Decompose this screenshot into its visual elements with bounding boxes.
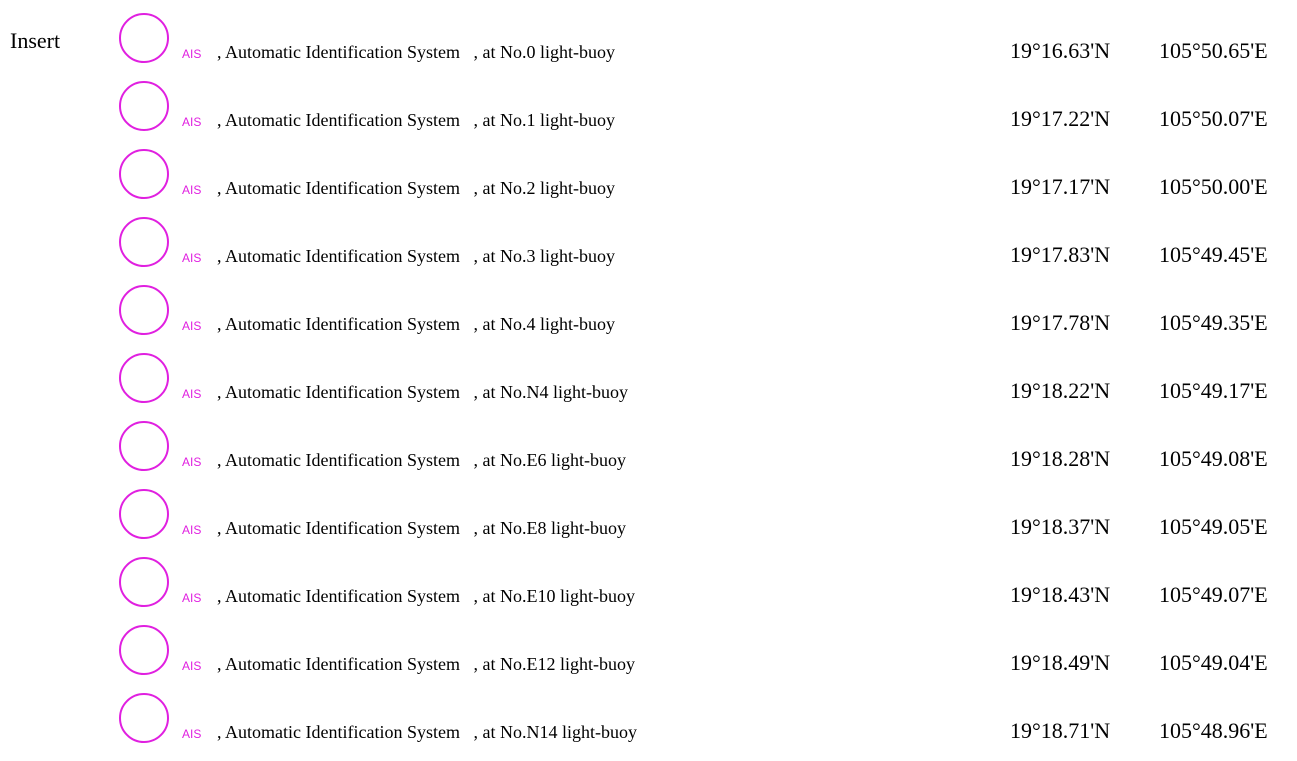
entry-description: [217, 449, 626, 471]
ais-symbol-label: AIS: [182, 183, 202, 197]
magenta-circle-icon: [119, 149, 169, 199]
latitude: 19°18.49'N: [1010, 650, 1111, 675]
magenta-circle-icon: [119, 13, 169, 63]
ais-symbol-label: AIS: [182, 115, 202, 129]
latitude: 19°17.17'N: [1010, 174, 1111, 199]
entry-prefix: , Automatic Identification System: [217, 110, 460, 130]
list-item: [0, 557, 1297, 625]
entry-prefix: , Automatic Identification System: [217, 314, 460, 334]
ais-symbol-label: AIS: [182, 319, 202, 333]
latitude: 19°18.71'N: [1010, 718, 1111, 743]
entry-location: , at No.N14 light-buoy: [473, 722, 637, 742]
entry-location: , at No.E8 light-buoy: [473, 518, 626, 538]
entry-description: [217, 381, 628, 403]
longitude: 105°49.05'E: [1159, 514, 1268, 539]
magenta-circle-icon: [119, 421, 169, 471]
magenta-circle-icon: [119, 285, 169, 335]
entry-description: [217, 585, 635, 607]
longitude: 105°49.08'E: [1159, 446, 1268, 471]
entry-description: [217, 245, 615, 267]
magenta-circle-icon: [119, 625, 169, 675]
entry-prefix: , Automatic Identification System: [217, 586, 460, 606]
magenta-circle-icon: [119, 693, 169, 743]
latitude: 19°17.83'N: [1010, 242, 1111, 267]
entry-description: [217, 721, 637, 743]
entry-description: [217, 177, 615, 199]
latitude: 19°18.22'N: [1010, 378, 1111, 403]
entry-location: , at No.E6 light-buoy: [473, 450, 626, 470]
entry-prefix: , Automatic Identification System: [217, 178, 460, 198]
entry-location: , at No.E12 light-buoy: [473, 654, 635, 674]
latitude: 19°18.37'N: [1010, 514, 1111, 539]
latitude: 19°18.28'N: [1010, 446, 1111, 471]
list-item: [0, 625, 1297, 693]
latitude: 19°17.22'N: [1010, 106, 1111, 131]
entry-location: , at No.0 light-buoy: [473, 42, 615, 62]
ais-symbol-label: AIS: [182, 387, 202, 401]
longitude: 105°49.45'E: [1159, 242, 1268, 267]
entry-prefix: , Automatic Identification System: [217, 722, 460, 742]
ais-symbol-label: AIS: [182, 591, 202, 605]
longitude: 105°49.07'E: [1159, 582, 1268, 607]
ais-symbol-label: AIS: [182, 523, 202, 537]
entry-prefix: , Automatic Identification System: [217, 450, 460, 470]
list-item: [0, 693, 1297, 761]
entry-description: [217, 41, 615, 63]
entry-prefix: , Automatic Identification System: [217, 42, 460, 62]
longitude: 105°49.04'E: [1159, 650, 1268, 675]
ais-symbol-label: AIS: [182, 455, 202, 469]
list-item: [0, 217, 1297, 285]
action-label: Insert: [10, 28, 61, 53]
list-item: [0, 489, 1297, 557]
longitude: 105°50.00'E: [1159, 174, 1268, 199]
entry-location: , at No.E10 light-buoy: [473, 586, 635, 606]
magenta-circle-icon: [119, 217, 169, 267]
list-item: [0, 285, 1297, 353]
latitude: 19°18.43'N: [1010, 582, 1111, 607]
entry-description: [217, 109, 615, 131]
latitude: 19°16.63'N: [1010, 38, 1111, 63]
entry-prefix: , Automatic Identification System: [217, 246, 460, 266]
entry-location: , at No.4 light-buoy: [473, 314, 615, 334]
list-item: [0, 353, 1297, 421]
magenta-circle-icon: [119, 81, 169, 131]
longitude: 105°50.65'E: [1159, 38, 1268, 63]
entry-description: [217, 517, 626, 539]
list-item: [0, 149, 1297, 217]
longitude: 105°49.17'E: [1159, 378, 1268, 403]
longitude: 105°48.96'E: [1159, 718, 1268, 743]
latitude: 19°17.78'N: [1010, 310, 1111, 335]
longitude: 105°49.35'E: [1159, 310, 1268, 335]
entry-location: , at No.N4 light-buoy: [473, 382, 628, 402]
entry-prefix: , Automatic Identification System: [217, 654, 460, 674]
entry-prefix: , Automatic Identification System: [217, 518, 460, 538]
longitude: 105°50.07'E: [1159, 106, 1268, 131]
entry-description: [217, 653, 635, 675]
magenta-circle-icon: [119, 489, 169, 539]
list-item: [0, 81, 1297, 149]
entry-location: , at No.1 light-buoy: [473, 110, 615, 130]
ais-symbol-label: AIS: [182, 251, 202, 265]
list-item: [0, 421, 1297, 489]
ais-symbol-label: AIS: [182, 47, 202, 61]
entry-location: , at No.2 light-buoy: [473, 178, 615, 198]
ais-symbol-label: AIS: [182, 659, 202, 673]
entry-location: , at No.3 light-buoy: [473, 246, 615, 266]
entry-description: [217, 313, 615, 335]
list-item: [0, 13, 1297, 81]
magenta-circle-icon: [119, 353, 169, 403]
ais-symbol-label: AIS: [182, 727, 202, 741]
magenta-circle-icon: [119, 557, 169, 607]
entry-prefix: , Automatic Identification System: [217, 382, 460, 402]
